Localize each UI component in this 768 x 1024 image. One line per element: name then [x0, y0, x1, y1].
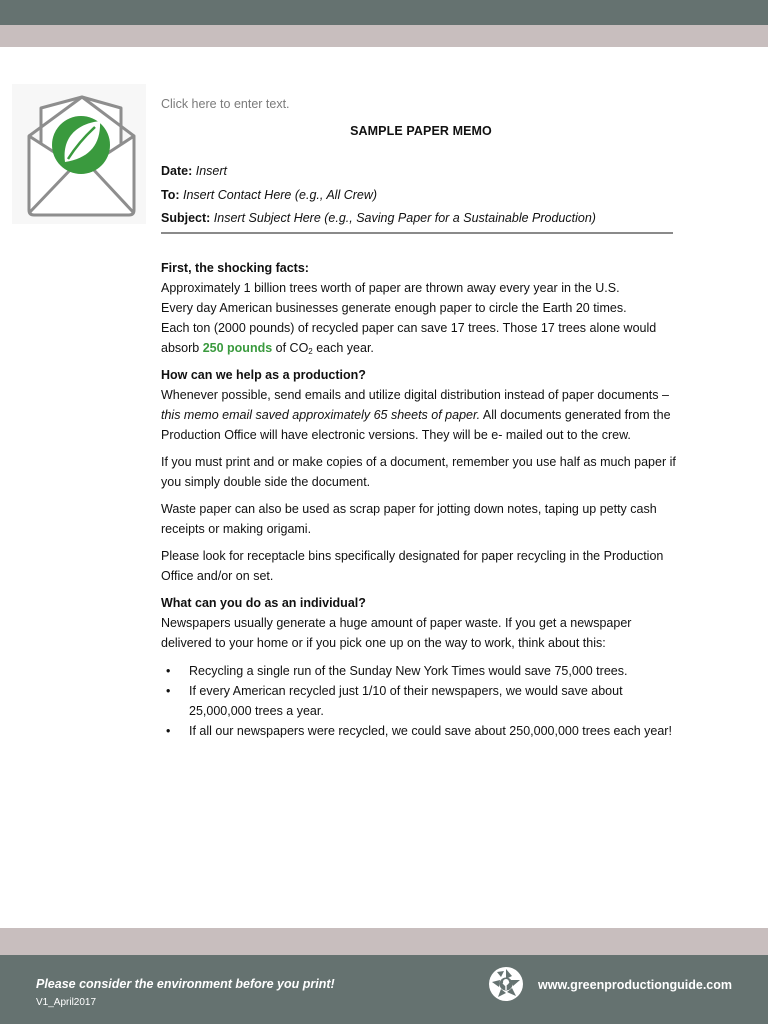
to-label: To:	[161, 187, 180, 202]
individual-heading: What can you do as an individual?	[161, 595, 366, 610]
list-item: • Recycling a single run of the Sunday New York Times would save 75,000 trees.	[189, 661, 681, 681]
footer-print-note: Please consider the environment before you print!	[36, 977, 335, 991]
memo-content	[161, 94, 681, 741]
camera-aperture-tree-icon	[487, 965, 525, 1003]
to-field	[161, 185, 681, 205]
list-item: • If all our newspapers were recycled, we could save about 250,000,000 trees each year!	[189, 721, 681, 741]
production-paragraph-2: If you must print and or make copies of a document, remember you use half as much paper if you simply double side the document.	[161, 454, 676, 489]
envelope-leaf-icon	[12, 84, 146, 224]
top-light-band	[0, 25, 768, 47]
footer-website-link[interactable]: www.greenproductionguide.com	[538, 978, 732, 992]
production-paragraph-4: Please look for receptacle bins specifically designated for paper recycling in the Production Office and/or on set.	[161, 548, 664, 583]
date-value[interactable]: Insert	[195, 164, 228, 178]
subject-label: Subject:	[161, 211, 211, 225]
memo-title: SAMPLE PAPER MEMO	[350, 124, 492, 138]
list-item: • If every American recycled just 1/10 of their newspapers, we would save about 25,000,000 trees a year.	[189, 681, 681, 721]
date-label: Date:	[161, 164, 193, 178]
facts-heading: First, the shocking facts:	[161, 260, 309, 275]
subject-field	[161, 208, 681, 228]
individual-intro: Newspapers usually generate a huge amount of paper waste. If you get a newspaper delivered to your home or if you pick one up on the way to work, think about this:	[161, 615, 632, 650]
subject-value[interactable]: Insert Subject Here (e.g., Saving Paper for a Sustainable Production)	[213, 211, 596, 225]
footer-version: V1_April2017	[36, 997, 97, 1008]
click-to-enter-text-placeholder[interactable]: Click here to enter text.	[161, 97, 290, 111]
co2-highlight: 250 pounds	[202, 340, 273, 355]
production-paragraph-3: Waste paper can also be used as scrap paper for jotting down notes, taping up petty cash receipts or making origami.	[161, 501, 657, 536]
header-divider	[161, 232, 673, 234]
bottom-light-band	[0, 928, 768, 955]
date-field	[161, 161, 681, 181]
production-paragraph-1: Whenever possible, send emails and utilize digital distribution instead of paper documents – this memo email saved approximately 65 sheets of paper. All documents generated from the Production Office will have electronic versions. They will be e- mailed out to the crew.	[161, 387, 671, 442]
fact-line-1: Approximately 1 billion trees worth of paper are thrown away every year in the U.S.	[161, 280, 620, 295]
newspaper-facts-list	[161, 661, 681, 741]
fact-line-2: Every day American businesses generate enough paper to circle the Earth 20 times.	[161, 300, 627, 315]
footer	[0, 955, 768, 1024]
production-heading: How can we help as a production?	[161, 367, 366, 382]
fact-line-3: Each ton (2000 pounds) of recycled paper can save 17 trees. Those 17 trees alone would absorb 250 pounds of $CO_2$ each year.	[161, 320, 657, 356]
to-value[interactable]: Insert Contact Here (e.g., All Crew)	[183, 187, 378, 202]
top-dark-band	[0, 0, 768, 25]
